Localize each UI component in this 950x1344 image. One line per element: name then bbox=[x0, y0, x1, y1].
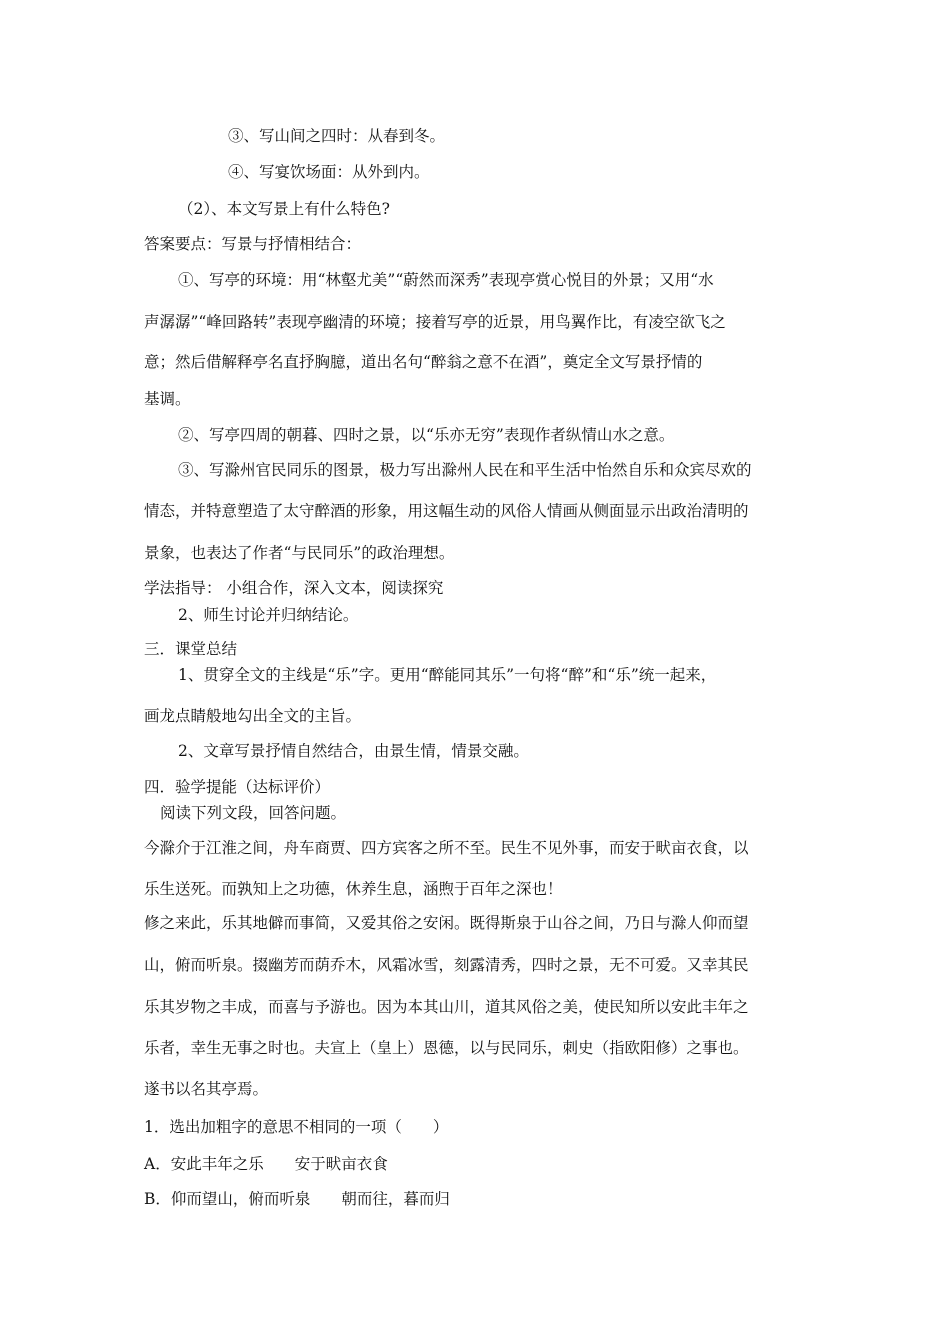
option-a: A．安此丰年之乐 安于畎亩衣食 bbox=[144, 1155, 388, 1173]
text-line-7: 意；然后借解释亭名直抒胸臆，道出名句“醉翁之意不在酒”，奠定全文写景抒情的 bbox=[144, 353, 703, 371]
text-line-5: ①、写亭的环境：用“林壑尤美”“蔚然而深秀”表现亭赏心悦目的外景；又用“水 bbox=[178, 271, 714, 289]
text-line-8: 基调。 bbox=[144, 390, 191, 408]
passage-line-7: 遂书以名其亭焉。 bbox=[144, 1080, 269, 1098]
passage-line-2: 乐生送死。而孰知上之功德，休养生息，涵煦于百年之深也！ bbox=[144, 880, 563, 898]
passage-line-6: 乐者，幸生无事之时也。夫宣上（皇上）恩德，以与民同乐，刺史（指欧阳修）之事也。 bbox=[144, 1039, 749, 1057]
text-line-1: ③、写山间之四时：从春到冬。 bbox=[228, 127, 446, 145]
text-line-16: 1、贯穿全文的主线是“乐”字。更用“醉能同其乐”一句将“醉”和“乐”统一起来， bbox=[178, 666, 717, 684]
passage-line-5: 乐其岁物之丰成，而喜与予游也。因为本其山川，道其风俗之美，使民知所以安此丰年之 bbox=[144, 998, 749, 1016]
text-line-17: 画龙点睛般地勾出全文的主旨。 bbox=[144, 707, 362, 725]
passage-line-3: 修之来此，乐其地僻而事简，又爱其俗之安闲。既得斯泉于山谷之间，乃日与滁人仰而望 bbox=[144, 914, 749, 932]
passage-line-1: 今滁介于江淮之间，舟车商贾、四方宾客之所不至。民生不见外事，而安于畎亩衣食，以 bbox=[144, 839, 749, 857]
text-line-14: 2、师生讨论并归纳结论。 bbox=[178, 606, 359, 624]
section-heading-summary: 三．课堂总结 bbox=[144, 640, 238, 658]
text-line-9: ②、写亭四周的朝暮、四时之景，以“乐亦无穷”表现作者纵情山水之意。 bbox=[178, 426, 675, 444]
text-line-10: ③、写滁州官民同乐的图景，极力写出滁州人民在和平生活中怡然自乐和众宾尽欢的 bbox=[178, 461, 752, 479]
option-b: B．仰而望山，俯而听泉 朝而往，暮而归 bbox=[144, 1190, 450, 1208]
text-line-4: 答案要点：写景与抒情相结合： bbox=[144, 235, 362, 253]
text-line-20: 阅读下列文段，回答问题。 bbox=[160, 804, 347, 822]
text-line-18: 2、文章写景抒情自然结合，由景生情，情景交融。 bbox=[178, 742, 529, 760]
text-line-12: 景象，也表达了作者“与民同乐”的政治理想。 bbox=[144, 544, 455, 562]
section-heading-assessment: 四．验学提能（达标评价） bbox=[144, 778, 331, 796]
text-line-2: ④、写宴饮场面：从外到内。 bbox=[228, 163, 430, 181]
text-line-13: 学法指导： 小组合作，深入文本，阅读探究 bbox=[144, 579, 444, 597]
text-line-11: 情态，并特意塑造了太守醉酒的形象，用这幅生动的风俗人情画从侧面显示出政治清明的 bbox=[144, 502, 749, 520]
text-line-6: 声潺潺”“峰回路转”表现亭幽清的环境；接着写亭的近景，用鸟翼作比，有凌空欲飞之 bbox=[144, 313, 726, 331]
question-1: 1．选出加粗字的意思不相同的一项（ ） bbox=[144, 1118, 449, 1136]
text-line-3: （2）、本文写景上有什么特色? bbox=[178, 200, 390, 218]
passage-line-4: 山，俯而听泉。掇幽芳而荫乔木，风霜冰雪，刻露清秀，四时之景，无不可爱。又幸其民 bbox=[144, 956, 749, 974]
